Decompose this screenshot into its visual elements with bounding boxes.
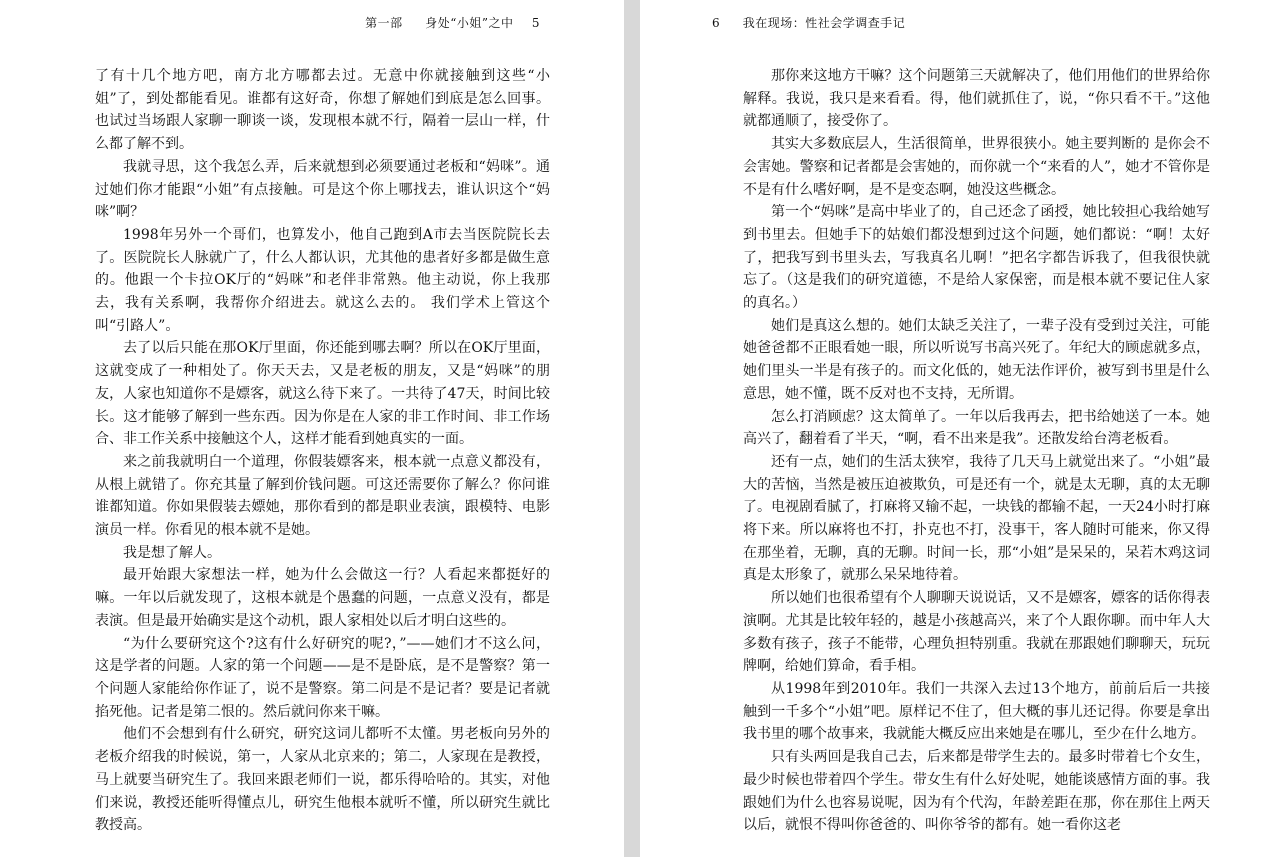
paragraph: 所以她们也很希望有个人聊聊天说说话，又不是嫖客，嫖客的话你得表演啊。尤其是比较年轻的，越是小孩越高兴，来了个人跟你聊。而中年人大多数有孩子，孩子不能带，心理负担特别重。我就在那跟她们聊聊天，玩玩牌啊，给她们算命，看手相。 — [743, 590, 1210, 675]
page-number: 6 — [712, 16, 721, 30]
paragraph: 他们不会想到有什么研究，研究这词儿都听不太懂。男老板向另外的老板介绍我的时候说，第一，人家从北京来的；第二，人家现在是教授，马上就要当研究生了。我回来跟老师们一说，都乐得哈哈的。其实，对他们来说，教授还能听得懂点儿，研究生他根本就听不懂，所以研究生就比教授高。 — [95, 726, 550, 834]
paragraph: 从1998年到2010年。我们一共深入去过13个地方，前前后后一共接触到一千多个“小姐”吧。原样记不住了，但大概的事儿还记得。你要是拿出我书里的哪个故事来，我就能大概反应出来她是在哪儿，至少在什么地方。 — [743, 680, 1210, 743]
paragraph: 来之前我就明白一个道理，你假装嫖客来，根本就一点意义都没有，从根上就错了。你充其量了解到价钱问题。可这还需要你了解么？你问谁谁都知道。你如果假装去嫖她，那你看到的都是职业表演，跟模特、电影演员一样。你看见的根本就不是她。 — [95, 453, 550, 539]
left-page — [0, 0, 624, 857]
paragraph: “为什么要研究这个?这有什么好研究的呢?，”——她们才不这么问，这是学者的问题。人家的第一个问题——是不是卧底，是不是警察？第一个问题人家能给你作证了，说不是警察。第二问是不是记者？要是记者就掐死他。记者是第二恨的。然后就问你来干嘛。 — [95, 635, 550, 720]
right-page — [640, 0, 1267, 857]
right-body-text — [743, 65, 1210, 837]
left-running-head — [365, 14, 554, 31]
paragraph: 只有头两回是我自己去，后来都是带学生去的。最多时带着七个女生，最少时候也带着四个学生。带女生有什么好处呢，她能谈感情方面的事。我跟她们为什么也容易说呢，因为有个代沟，年龄差距在那，你在那住上两天以后，就恨不得叫你爸爸的、叫你爷爷的都有。她一看你这老 — [743, 749, 1210, 834]
page-number: 5 — [531, 16, 540, 30]
paragraph: 她们是真这么想的。她们太缺乏关注了，一辈子没有受到过关注，可能她爸爸都不正眼看她一眼，所以听说写书高兴死了。年纪大的顾虑就多点，她们里头一半是有孩子的。而文化低的，她无法作评价，被写到书里是什么意思，她不懂，既不反对也不支持，无所谓。 — [743, 317, 1210, 402]
right-running-head — [712, 14, 905, 31]
paragraph: 我是想了解人。 — [123, 544, 221, 561]
part-title: 身处“小姐”之中 — [425, 16, 514, 30]
part-label: 第一部 — [365, 16, 403, 30]
paragraph: 了有十几个地方吧，南方北方哪都去过。无意中你就接触到这些“小姐”了，到处都能看见。谁都有这好奇，你想了解她们到底是怎么回事。也试过当场跟人家聊一聊谈一谈，发现根本就不行，隔着一层山一样，什么都了解不到。 — [95, 68, 550, 153]
paragraph: 最开始跟大家想法一样，她为什么会做这一行？人看起来都挺好的嘛。一年以后就发现了，这根本就是个愚蠢的问题，一点意义没有，都是表演。但是最开始确实是这个动机，跟人家相处以后才明白这些的。 — [95, 567, 550, 629]
page-gutter — [624, 0, 640, 857]
paragraph: 那你来这地方干嘛？这个问题第三天就解决了，他们用他们的世界给你解释。我说，我只是来看看。得，他们就抓住了，说，“你只看不干。”这他就都通顺了，接受你了。 — [743, 68, 1210, 130]
paragraph: 我就寻思，这个我怎么弄，后来就想到必须要通过老板和“妈咪”。通过她们你才能跟“小姐”有点接触。可是这个你上哪找去，谁认识这个“妈咪”啊？ — [95, 158, 550, 221]
paragraph: 其实大多数底层人，生活很简单，世界很狭小。她主要判断的 是你会不会害她。警察和记者都是会害她的，而你就一个“来看的人”，她才不管你是不是有什么嗜好啊，是不是变态啊，她没这些概念。 — [743, 136, 1210, 198]
paragraph: 还有一点，她们的生活太狭窄，我待了几天马上就觉出来了。“小姐”最大的苦恼，当然是被压迫被欺负，可是还有一个，就是太无聊，真的太无聊了。电视剧看腻了，打麻将又输不起，一块钱的都输不起，一天24小时打麻将下来。所以麻将也不打，扑克也不打，没事干，客人随时可能来，你又得在那坐着，无聊，真的无聊。时间一长，那“小姐”是呆呆的，呆若木鸡这词真是太形象了，就那么呆呆地待着。 — [743, 453, 1211, 584]
paragraph: 怎么打消顾虑？这太简单了。一年以后我再去，把书给她送了一本。她高兴了，翻着看了半天，“啊，看不出来是我”。还散发给台湾老板看。 — [743, 408, 1210, 448]
book-title: 我在现场：性社会学调查手记 — [742, 16, 906, 30]
paragraph: 1998年另外一个哥们，也算发小，他自己跑到A市去当医院院长去了。医院院长人脉就广了，什么人都认识，尤其他的患者好多都是做生意的。他跟一个卡拉OK厅的“妈咪”和老伴非常熟。他主动说，你上我那去，我有关系啊，我帮你介绍进去。就这么去的。 我们学术上管这个叫“引路人”。 — [95, 226, 550, 334]
paragraph: 去了以后只能在那OK厅里面，你还能到哪去啊？所以在OK厅里面，这就变成了一种相处了。你天天去，又是老板的朋友，又是“妈咪”的朋友，人家也知道你不是嫖客，就这么待下来了。一共待了47天，时间比较长。这才能够了解到一些东西。因为你是在人家的非工作时间、非工作场合、非工作关系中接触这个人，这样才能看到她真实的一面。 — [95, 340, 550, 448]
paragraph: 第一个“妈咪”是高中毕业了的，自己还念了函授，她比较担心我给她写到书里去。但她手下的姑娘们都没想到过这个问题，她们都说：“啊！太好了，把我写到书里头去，写我真名儿啊！”把名字都告诉我了，但我很快就忘了。（这是我们的研究道德，不是给人家保密，而是根本就不要记住人家的真名。） — [743, 204, 1210, 312]
left-body-text — [95, 65, 550, 837]
